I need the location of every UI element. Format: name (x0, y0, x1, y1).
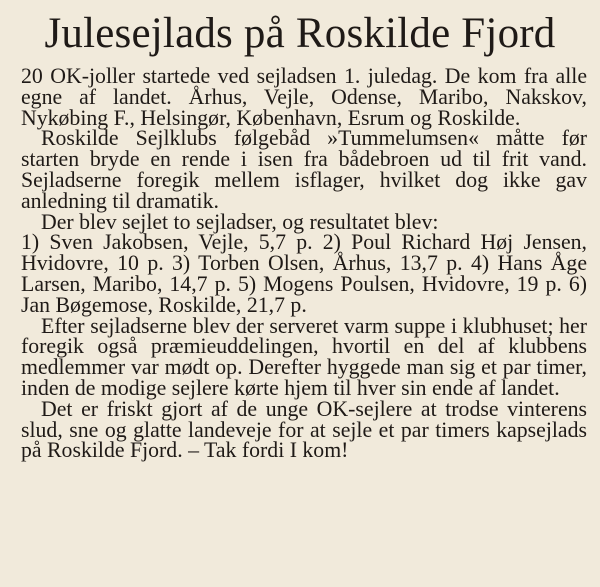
intro-paragraph: 20 OK-joller startede ved sejladsen 1. juledag. De kom fra alle egne af landet. Århus, Vejle, Odense, Maribo, Nakskov, Nykøbing F., Helsingør, København, Esrum og Roskilde. (21, 64, 587, 130)
headline: Julesejlads på Roskilde Fjord (44, 10, 556, 57)
following-boat-paragraph: Roskilde Sejlklubs følgebåd »Tummelumsen« måtte før starten bryde en rende i isen fra bådebroen ud til frit vand. Sejladserne foregik mellem isflager, hvilket dog ikke gav anledning til dramatik. (21, 126, 587, 213)
after-race-paragraph: Efter sejladserne blev der serveret varm suppe i klubhuset; her foregik også præmieuddelingen, hvortil en del af klubbens medlemmer var mødt op. Derefter hyggede man sig et par timer, inden de modige sejlere kørte hjem til hver sin ende af landet. (21, 313, 587, 400)
results-intro-paragraph: Der blev sejlet to sejladser, og resultatet blev: (41, 209, 439, 234)
results-paragraph: 1) Sven Jakobsen, Vejle, 5,7 p. 2) Poul Richard Høj Jensen, Hvidovre, 10 p. 3) Torben Olsen, Århus, 13,7 p. 4) Hans Åge Larsen, Maribo, 14,7 p. 5) Mogens Poulsen, Hvidovre, 19 p. 6) Jan Bøgemose, Roskilde, 21,7 p. (21, 230, 587, 317)
article-body (21, 66, 587, 461)
closing-paragraph: Det er friskt gjort af de unge OK-sejlere at trodse vinterens slud, sne og glatte landeveje for at sejle et par timers kapsejlads på Roskilde Fjord. – Tak fordi I kom! (21, 396, 587, 463)
